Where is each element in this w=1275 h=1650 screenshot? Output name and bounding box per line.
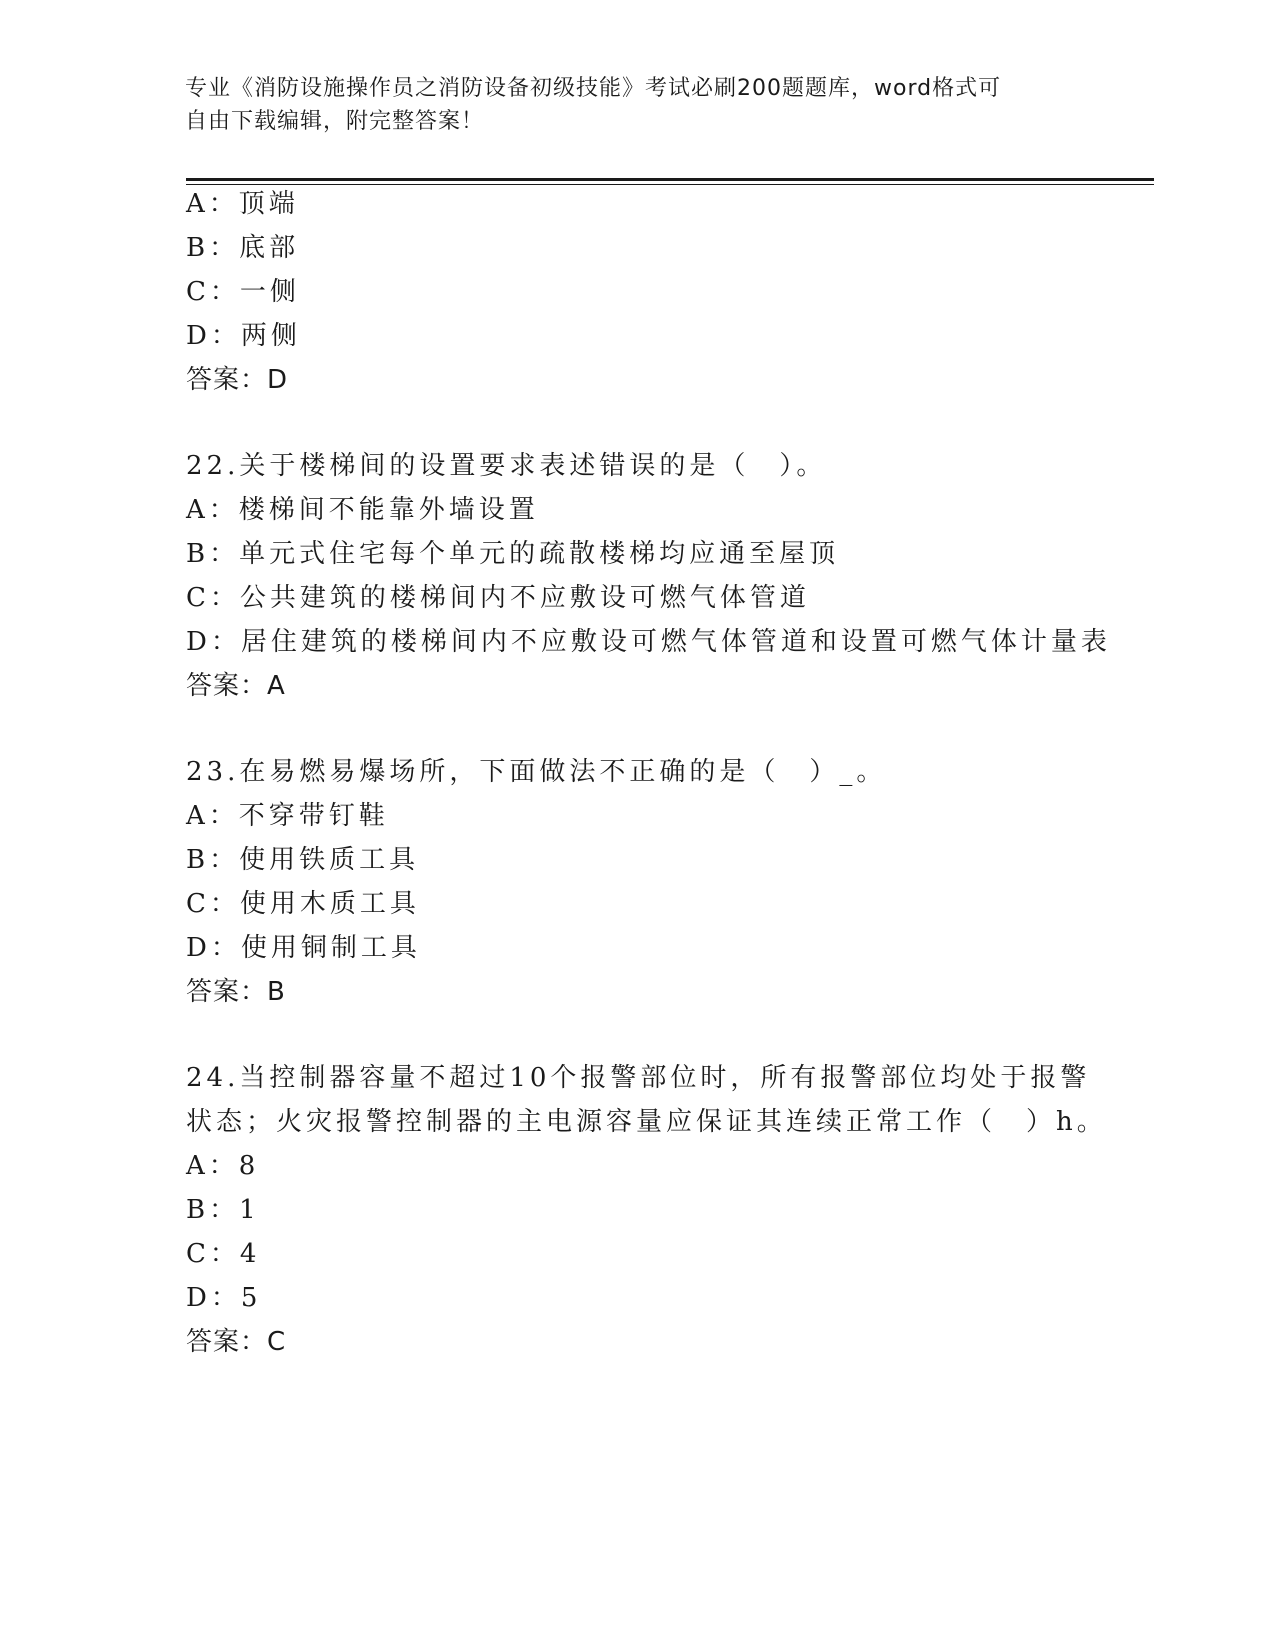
- q24-question-line-2: 状态；火灾报警控制器的主电源容量应保证其连续正常工作（ ）h。: [186, 1107, 1107, 1137]
- q24-option-d: D：5: [186, 1283, 262, 1313]
- q24-option-c: C：4: [186, 1239, 261, 1269]
- q23-option-d: D：使用铜制工具: [186, 933, 421, 963]
- q24-question-line-1: 24.当控制器容量不超过10个报警部位时，所有报警部位均处于报警: [186, 1063, 1091, 1093]
- q21-option-b: B：底部: [186, 233, 300, 263]
- q23-option-c: C：使用木质工具: [186, 889, 420, 919]
- q22-option-d: D：居住建筑的楼梯间内不应敷设可燃气体管道和设置可燃气体计量表: [186, 627, 1111, 657]
- q21-answer: 答案：D: [186, 365, 289, 395]
- q23-option-b: B：使用铁质工具: [186, 845, 420, 875]
- header-rule-thick: [186, 178, 1154, 181]
- q22-question: 22.关于楼梯间的设置要求表述错误的是（ ）。: [186, 451, 827, 481]
- header-line-1: 专业《消防设施操作员之消防设备初级技能》考试必刷200题题库，word格式可: [185, 76, 1002, 101]
- q24-option-b: B：1: [186, 1195, 260, 1225]
- header-line-2: 自由下载编辑，附完整答案！: [185, 109, 485, 134]
- q23-answer: 答案：B: [186, 977, 286, 1007]
- q22-option-a: A：楼梯间不能靠外墙设置: [186, 495, 539, 525]
- q21-option-a: A：顶端: [186, 189, 299, 219]
- q24-option-a: A：8: [186, 1151, 260, 1181]
- document-header: [185, 72, 1085, 138]
- q23-option-a: A：不穿带钉鞋: [186, 801, 389, 831]
- q22-option-c: C：公共建筑的楼梯间内不应敷设可燃气体管道: [186, 583, 810, 613]
- q21-option-c: C：一侧: [186, 277, 300, 307]
- q21-option-d: D：两侧: [186, 321, 301, 351]
- q24-answer: 答案：C: [186, 1327, 287, 1357]
- q23-question: 23.在易燃易爆场所，下面做法不正确的是（ ）_。: [186, 757, 887, 787]
- q22-option-b: B：单元式住宅每个单元的疏散楼梯均应通至屋顶: [186, 539, 840, 569]
- header-rule-thin: [186, 184, 1154, 185]
- q22-answer: 答案：A: [186, 671, 286, 701]
